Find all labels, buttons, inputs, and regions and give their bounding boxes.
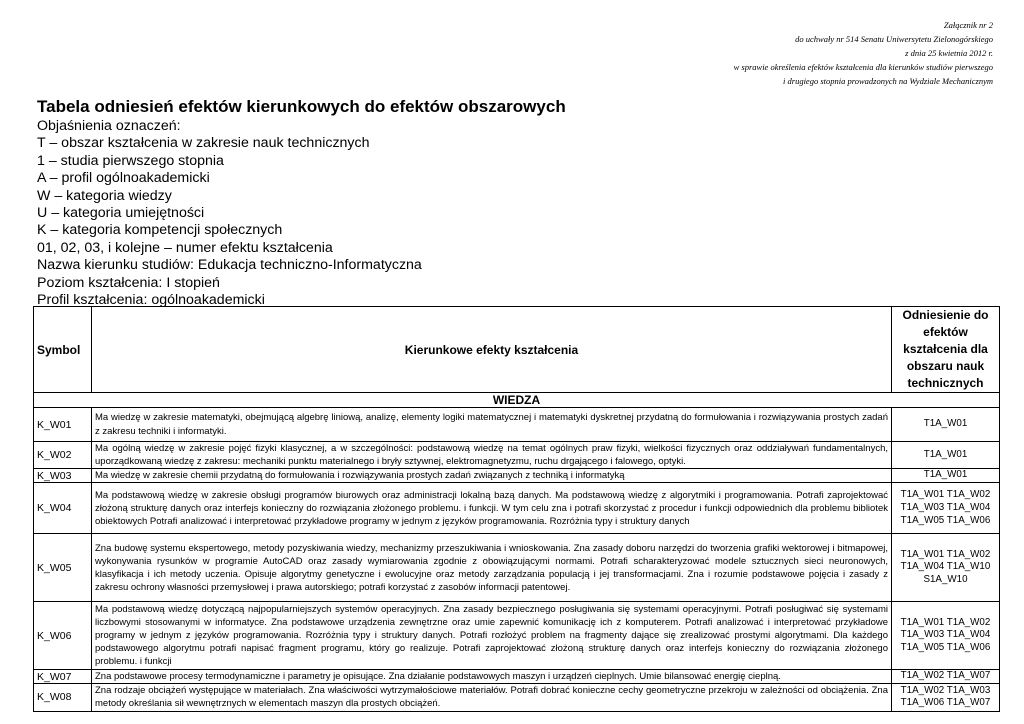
document-title: Tabela odniesień efektów kierunkowych do efektów obszarowych bbox=[37, 97, 566, 116]
reference-code: T1A_W02 T1A_W07 bbox=[900, 670, 991, 682]
table-row bbox=[34, 408, 1000, 442]
symbol-header: Symbol bbox=[34, 307, 92, 393]
reference-code: T1A_W01 T1A_W02 bbox=[900, 616, 991, 628]
annex-note bbox=[573, 18, 993, 88]
reference-code: T1A_W01 T1A_W02 bbox=[900, 548, 991, 560]
effect-references bbox=[892, 534, 1000, 602]
effect-references bbox=[892, 442, 1000, 469]
effect-description: Ma podstawową wiedzę w zakresie obsługi programów biurowych oraz administracji lokalną bazą danych. Ma podstawową wiedzę z algorytmiki i programowania. Potrafi zaprojektować złożoną strukturę danych oraz interfejs konieczny do rozwiązania złożonego problemu. i funkcji. W tym celu zna i potrafi skorzystać z procedur i funkcji odpowiednich dla problemu bibliotek obiektowych Potrafi analizować i interpretować przykładowe programy w jednym z języków programowania. Rozróżnia typy i struktury danych bbox=[92, 483, 892, 534]
annex-line: z dnia 25 kwietnia 2012 r. bbox=[905, 48, 993, 58]
effect-symbol: K_W08 bbox=[34, 684, 92, 711]
program-level: Poziom kształcenia: I stopień bbox=[37, 274, 220, 291]
reference-code: T1A_W01 T1A_W02 bbox=[900, 489, 991, 501]
reference-code: T1A_W05 T1A_W06 bbox=[900, 642, 991, 654]
reference-code: T1A_W05 T1A_W06 bbox=[900, 514, 991, 526]
effects-table bbox=[33, 306, 1000, 712]
reference-code: T1A_W04 T1A_W10 bbox=[900, 561, 991, 573]
table-row bbox=[34, 483, 1000, 534]
effect-description: Ma wiedzę w zakresie chemii przydatną do formułowania i rozwiązywania prostych zadań związanych z techniką i informatyką bbox=[92, 469, 892, 483]
effect-references bbox=[892, 684, 1000, 711]
effect-references bbox=[892, 602, 1000, 670]
effect-references bbox=[892, 408, 1000, 442]
effect-description: Ma ogólną wiedzę w zakresie pojęć fizyki klasycznej, a w szczególności: podstawową wiedzę na temat ogólnych praw fizyki, wielkości fizycznych oraz oddziaływań fundamentalnych, uporządkowaną wiedzę z zakresu: mechaniki punktu materialnego i bryły sztywnej, elektromagnetyzmu, ruchu drgającego i falowego, optyki. bbox=[92, 442, 892, 469]
table-header-row bbox=[34, 307, 1000, 393]
legend-line: A – profil ogólnoakademicki bbox=[37, 170, 210, 187]
effect-references bbox=[892, 670, 1000, 684]
section-row bbox=[34, 393, 1000, 408]
program-profile: Profil kształcenia: ogólnoakademicki bbox=[37, 292, 265, 309]
reference-code: T1A_W06 T1A_W07 bbox=[900, 697, 991, 709]
reference-code: S1A_W10 bbox=[923, 574, 968, 586]
program-name: Nazwa kierunku studiów: Edukacja techniczno-Informatyczna bbox=[37, 257, 422, 274]
effect-description: Ma podstawową wiedzę dotyczącą najpopularniejszych systemów operacyjnych. Zna zasady bezpiecznego posługiwania się systemami operacyjnymi. Potrafi posługiwać się systemami liczbowymi stosowanymi w informatyce. Zna podstawowe urządzenia zewnętrzne oraz umie zapewnić komunikację ich z komputerem. Potrafi analizować i interpretować przykładowe programy w jednym z języków programowania. Rozróżnia typy i struktury danych. Potrafi rozłożyć problem na fragmenty dające się zrealizować prostymi algorytmami. Dla każdego podstawowego algorytmu potrafi napisać fragment programu, który go realizuje. Potrafi zaprojektować złożoną strukturę danych oraz interfejs konieczny do rozwiązania złożonego problemu. i funkcji bbox=[92, 602, 892, 670]
legend-line: T – obszar kształcenia w zakresie nauk technicznych bbox=[37, 135, 370, 152]
legend-line: 1 – studia pierwszego stopnia bbox=[37, 152, 224, 169]
reference-code: T1A_W01 bbox=[923, 418, 968, 430]
effect-symbol: K_W02 bbox=[34, 442, 92, 469]
effect-symbol: K_W04 bbox=[34, 483, 92, 534]
table-row bbox=[34, 684, 1000, 711]
table-row bbox=[34, 442, 1000, 469]
legend-line: K – kategoria kompetencji społecznych bbox=[37, 222, 283, 239]
reference-code: T1A_W03 T1A_W04 bbox=[900, 501, 991, 513]
legend-line: Objaśnienia oznaczeń: bbox=[37, 118, 181, 134]
table-row bbox=[34, 469, 1000, 483]
effect-references bbox=[892, 483, 1000, 534]
annex-line: do uchwały nr 514 Senatu Uniwersytetu Zielonogórskiego bbox=[795, 34, 993, 44]
annex-line: i drugiego stopnia prowadzonych na Wydziale Mechanicznym bbox=[783, 76, 993, 86]
reference-header: Odniesienie do efektów kształcenia dla obszaru nauk technicznych bbox=[892, 307, 1000, 393]
legend-line: 01, 02, 03, i kolejne – numer efektu kształcenia bbox=[37, 239, 333, 256]
reference-code: T1A_W01 bbox=[923, 469, 968, 481]
table-row bbox=[34, 670, 1000, 684]
legend bbox=[37, 118, 422, 309]
effect-symbol: K_W05 bbox=[34, 534, 92, 602]
table-row bbox=[34, 534, 1000, 602]
annex-line: Załącznik nr 2 bbox=[943, 20, 993, 30]
effect-description: Zna budowę systemu ekspertowego, metody pozyskiwania wiedzy, mechanizmy przeszukiwania i wnioskowania. Zna zasady doboru narzędzi do tworzenia grafiki wektorowej i bitmapowej, wykonywania rysunków w programie AutoCAD oraz zasady wymiarowania zgodnie z obowiązującymi normami. Potrafi scharakteryzować modele sztucznych sieci neuronowych, klasyfikacja i ich metody uczenia. Opisuje algorytmy genetyczne i ewolucyjne oraz metody zarządzania populacją i jej transformacjami. Zna i rozumie podstawowe pojęcia i zasady z zakresu ochrony własności przemysłowej i prawa autorskiego; potrafi korzystać z zasobów informacji patentowej. bbox=[92, 534, 892, 602]
section-label: WIEDZA bbox=[34, 393, 1000, 408]
legend-line: W – kategoria wiedzy bbox=[37, 187, 172, 204]
effect-symbol: K_W03 bbox=[34, 469, 92, 483]
reference-code: T1A_W02 T1A_W03 bbox=[900, 684, 991, 696]
effect-description: Zna rodzaje obciążeń występujące w materiałach. Zna właściwości wytrzymałościowe materiałów. Potrafi dobrać konieczne cechy geometryczne przekroju w zależności od obciążenia. Zna metody określania sił wewnętrznych w elementach maszyn dla prostych obciążeń. bbox=[92, 684, 892, 711]
reference-code: T1A_W03 T1A_W04 bbox=[900, 629, 991, 641]
effect-references bbox=[892, 469, 1000, 483]
effect-description: Zna podstawowe procesy termodynamiczne i parametry je opisujące. Zna działanie podstawowych maszyn i urządzeń cieplnych. Umie bilansować energię cieplną. bbox=[92, 670, 892, 684]
table-row bbox=[34, 602, 1000, 670]
annex-line: w sprawie określenia efektów kształcenia dla kierunków studiów pierwszego bbox=[733, 62, 993, 72]
effect-description: Ma wiedzę w zakresie matematyki, obejmującą algebrę liniową, analizę, elementy logiki matematycznej i matematyki dyskretnej przydatną do formułowania i rozwiązywania prostych zadań z zakresu techniki i informatyki. bbox=[92, 408, 892, 442]
effect-symbol: K_W07 bbox=[34, 670, 92, 684]
effect-symbol: K_W06 bbox=[34, 602, 92, 670]
effect-symbol: K_W01 bbox=[34, 408, 92, 442]
reference-code: T1A_W01 bbox=[923, 448, 968, 460]
legend-line: U – kategoria umiejętności bbox=[37, 205, 205, 222]
description-header: Kierunkowe efekty kształcenia bbox=[92, 307, 892, 393]
